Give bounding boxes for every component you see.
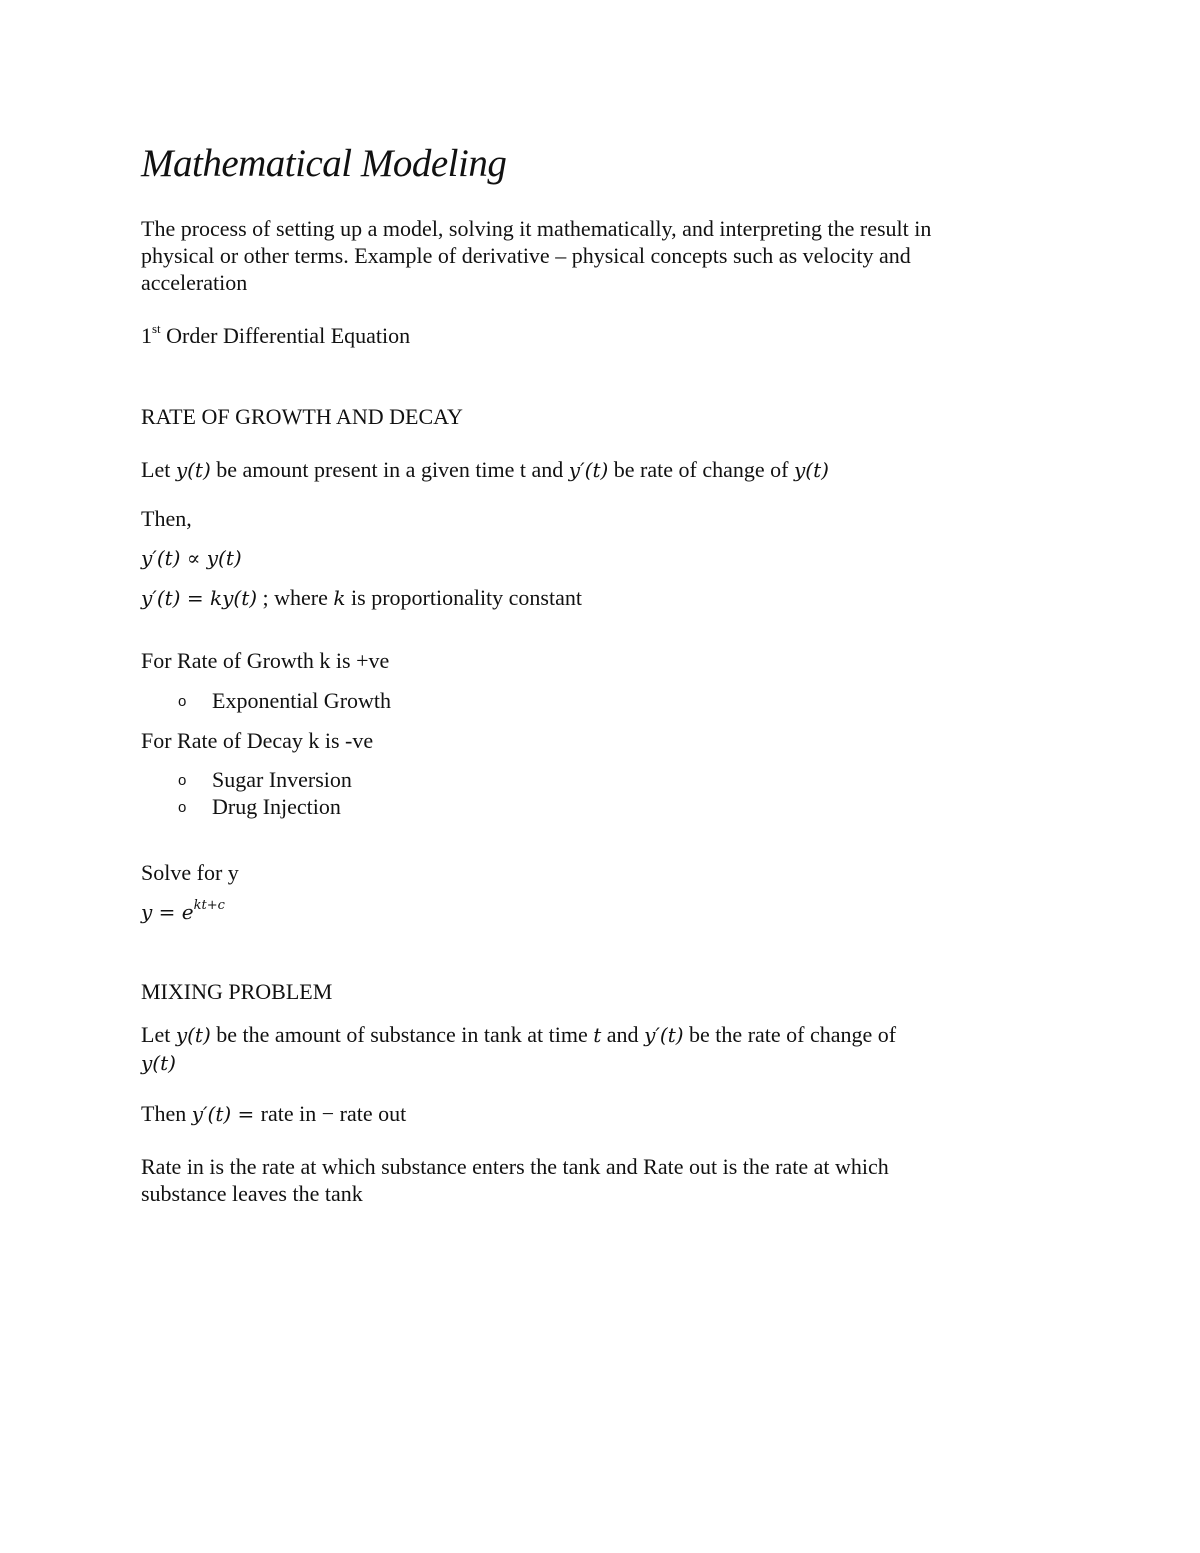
growth-equation <box>141 584 582 612</box>
mixing-let-line <box>141 1021 1071 1077</box>
list-item <box>178 687 391 714</box>
order-text: Order Differential Equation <box>160 323 411 348</box>
page-title: Mathematical Modeling <box>141 142 507 185</box>
order-superscript: st <box>152 320 161 336</box>
order-heading <box>141 322 410 349</box>
mixing-let-text-1: Let <box>141 1022 176 1047</box>
rate-description-line-1: Rate in is the rate at which substance enters the tank and Rate out is the rate at which <box>141 1154 889 1179</box>
mixing-let-text-3: and <box>601 1022 645 1047</box>
list-item <box>178 793 352 820</box>
mixing-heading: MIXING PROBLEM <box>141 979 333 1004</box>
bullet-icon: o <box>178 799 187 816</box>
list-item <box>178 766 352 793</box>
list-item-label: Drug Injection <box>212 794 341 819</box>
decay-list <box>178 766 352 820</box>
intro-paragraph <box>141 215 1071 296</box>
proportional-equation <box>141 544 242 572</box>
growth-let-math-1: y(t) <box>175 458 211 482</box>
decay-label: For Rate of Decay k is -ve <box>141 728 374 753</box>
mixing-let-math-3: y′(t) <box>644 1023 684 1047</box>
list-item-label: Exponential Growth <box>212 688 392 713</box>
growth-decay-heading: RATE OF GROWTH AND DECAY <box>141 404 463 429</box>
solution-equation <box>141 898 225 926</box>
rate-description <box>141 1153 1071 1207</box>
mixing-let-row-1 <box>141 1021 1071 1049</box>
mixing-let-math-1: y(t) <box>175 1023 211 1047</box>
solve-label: Solve for y <box>141 860 239 885</box>
growth-let-line <box>141 456 829 484</box>
mixing-let-text-4: be the rate of change of <box>683 1022 897 1047</box>
proportional-lhs: y′(t) <box>141 546 181 570</box>
growth-let-math-2: y′(t) <box>568 458 609 482</box>
growth-list <box>178 687 391 714</box>
proportional-rhs: y(t) <box>206 546 242 570</box>
intro-line-1: The process of setting up a model, solving it mathematically, and interpreting the result in <box>141 216 932 241</box>
mixing-let-row-2 <box>141 1049 1071 1077</box>
equation-rhs: ky(t) <box>209 586 258 610</box>
mixing-then-lhs: y′(t) <box>191 1102 232 1126</box>
mixing-then-rhs: rate in − rate out <box>260 1101 407 1126</box>
solution-base: e <box>181 900 194 924</box>
list-item-label: Sugar Inversion <box>212 767 352 792</box>
mixing-let-math-2: t <box>593 1023 602 1047</box>
proportional-symbol: ∝ <box>180 546 207 570</box>
equation-equals: = <box>180 586 210 610</box>
bullet-icon: o <box>178 772 187 789</box>
mixing-let-math-4: y(t) <box>141 1051 176 1075</box>
intro-line-2: physical or other terms. Example of derivative – physical concepts such as velocity and <box>141 243 911 268</box>
growth-let-math-3: y(t) <box>793 458 829 482</box>
equation-k: k <box>333 586 346 610</box>
growth-let-text-3: be rate of change of <box>608 457 794 482</box>
rate-description-line-2: substance leaves the tank <box>141 1181 363 1206</box>
order-number: 1 <box>141 323 152 348</box>
then-label: Then, <box>141 506 192 531</box>
equation-text-1: ; where <box>257 585 334 610</box>
mixing-let-text-2: be the amount of substance in tank at time <box>210 1022 594 1047</box>
equation-lhs: y′(t) <box>141 586 181 610</box>
solution-equals: = <box>152 900 182 924</box>
mixing-then-equals: = <box>231 1102 261 1126</box>
solution-exponent: kt+c <box>193 897 225 913</box>
equation-text-2: is proportionality constant <box>345 585 582 610</box>
mixing-then-text: Then <box>141 1101 192 1126</box>
bullet-icon: o <box>178 693 187 710</box>
growth-let-text-1: Let <box>141 457 176 482</box>
growth-let-text-2: be amount present in a given time t and <box>210 457 569 482</box>
intro-line-3: acceleration <box>141 270 248 295</box>
growth-label: For Rate of Growth k is +ve <box>141 648 390 673</box>
mixing-then-line <box>141 1100 406 1128</box>
solution-lhs: y <box>141 900 153 924</box>
